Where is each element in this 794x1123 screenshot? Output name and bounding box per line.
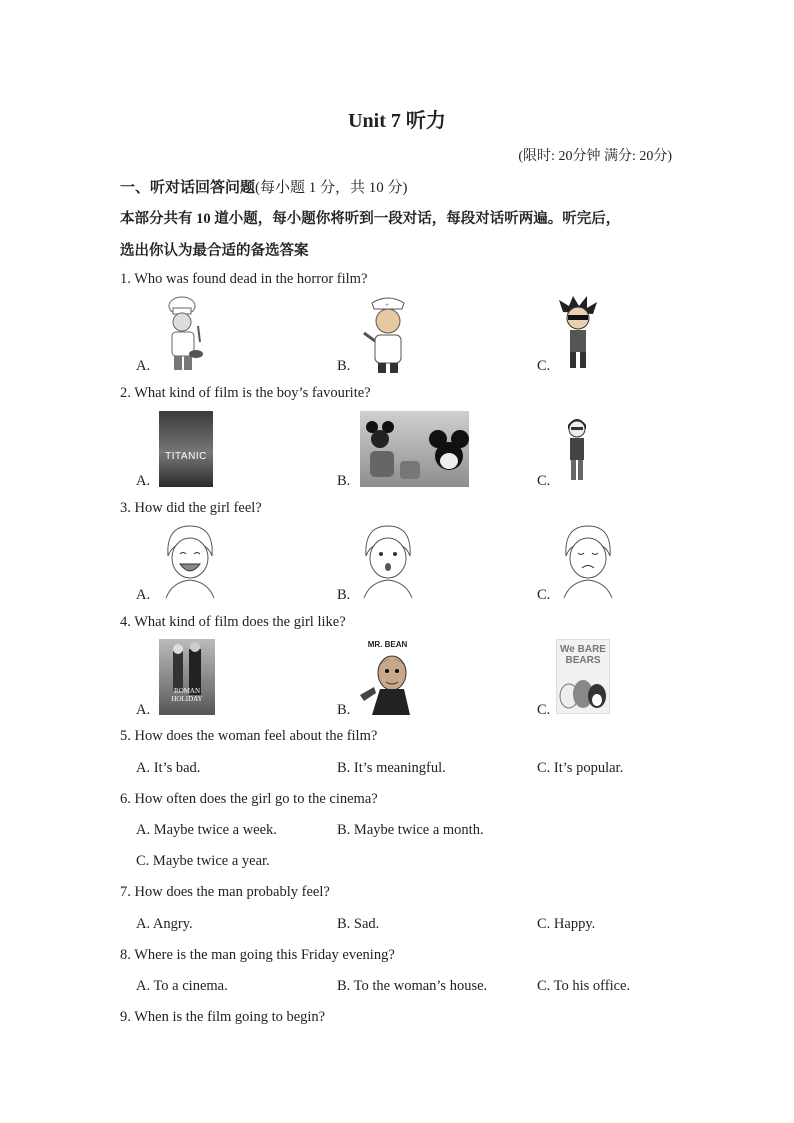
q8-option-b[interactable]: B. To the woman’s house. [337,978,488,994]
mickey-image [360,411,469,487]
question-9: 9. When is the film going to begin? [120,1009,326,1025]
q1-option-b-label[interactable]: B. [337,358,351,374]
q2-option-a-label[interactable]: A. [136,473,151,489]
detective-image [565,413,589,485]
instructions-line-1: 本部分共有 10 道小题，每小题你将听到一段对话，每段对话听两遍。听完后， [120,211,621,227]
q4-option-c-label[interactable]: C. [537,702,551,718]
doctor-image [358,293,416,375]
question-2: 2. What kind of film is the boy’s favourite? [120,385,371,401]
roman-holiday-title: ROMAN HOLIDAY [171,687,203,703]
svg-text:+: + [385,301,389,309]
section-heading [120,176,408,197]
happy-girl-image [162,522,218,600]
time-limit: (限时: 20分钟 满分: 20分) [518,149,672,164]
we-bare-bears-title: We BARE BEARS [560,644,606,666]
conan-image [555,294,601,372]
question-4: 4. What kind of film does the girl like? [120,614,346,630]
q1-option-c-label[interactable]: C. [537,358,551,374]
q7-option-c[interactable]: C. Happy. [537,916,596,932]
question-7: 7. How does the man probably feel? [120,884,330,900]
q2-option-b-label[interactable]: B. [337,473,351,489]
q8-option-c[interactable]: C. To his office. [537,978,631,994]
instructions-line-2: 选出你认为最合适的备选答案 [120,243,309,259]
titanic-poster [159,411,213,487]
question-5: 5. How does the woman feel about the film? [120,728,378,744]
chef-image [160,296,210,374]
mr-bean-title: MR. BEAN [367,640,408,649]
q5-option-a[interactable]: A. It’s bad. [136,760,201,776]
page-title: Unit 7 听力 [348,110,446,132]
q4-option-a-label[interactable]: A. [136,702,151,718]
q3-option-b-label[interactable]: B. [337,587,351,603]
sad-girl-image [560,522,616,600]
q7-option-b[interactable]: B. Sad. [337,916,380,932]
q2-option-c-label[interactable]: C. [537,473,551,489]
mr-bean-poster [360,639,415,715]
q4-option-b-label[interactable]: B. [337,702,351,718]
q7-option-a[interactable]: A. Angry. [136,916,193,932]
q6-option-c[interactable]: C. Maybe twice a year. [136,853,270,869]
question-1: 1. Who was found dead in the horror film? [120,271,368,287]
surprised-girl-image [360,522,416,600]
section-points: (每小题 1 分，共 10 分) [255,180,408,196]
roman-holiday-poster [159,639,215,715]
q6-option-a[interactable]: A. Maybe twice a week. [136,822,277,838]
titanic-title: TITANIC [165,451,207,462]
section-title: 一、听对话回答问题 [120,180,256,196]
q3-option-a-label[interactable]: A. [136,587,151,603]
question-3: 3. How did the girl feel? [120,500,262,516]
question-6: 6. How often does the girl go to the cinema? [120,791,378,807]
q3-option-c-label[interactable]: C. [537,587,551,603]
q5-option-b[interactable]: B. It’s meaningful. [337,760,446,776]
q1-option-a-label[interactable]: A. [136,358,151,374]
question-8: 8. Where is the man going this Friday evening? [120,947,395,963]
we-bare-bears-poster [556,639,610,714]
q5-option-c[interactable]: C. It’s popular. [537,760,624,776]
q8-option-a[interactable]: A. To a cinema. [136,978,228,994]
q6-option-b[interactable]: B. Maybe twice a month. [337,822,484,838]
